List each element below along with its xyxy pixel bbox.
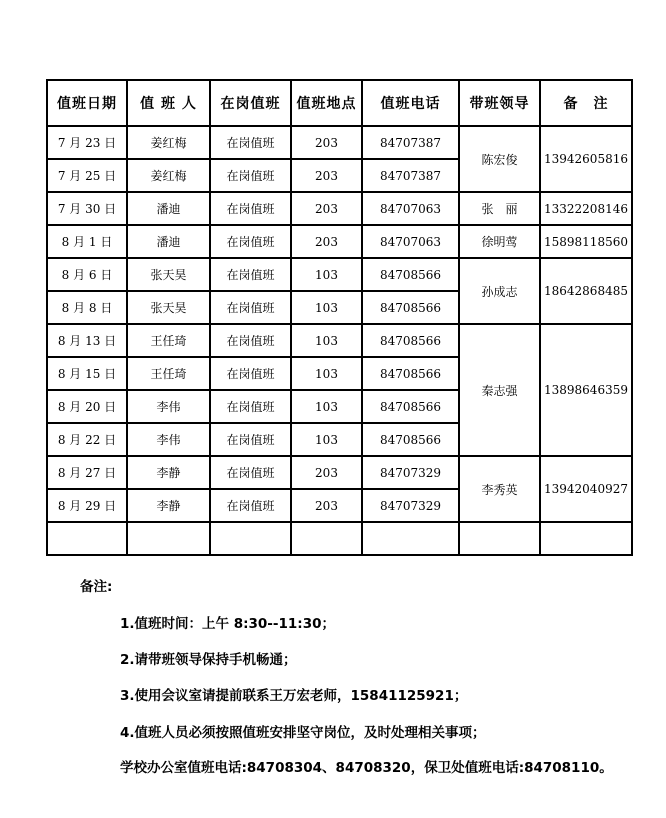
leader-phone-cell: 13942605816 [540,126,632,192]
blank-cell [47,522,127,555]
date-cell: 8 月 27 日 [47,456,127,489]
status-cell: 在岗值班 [210,159,291,192]
phone-cell: 84707063 [362,192,459,225]
date-cell: 8 月 8 日 [47,291,127,324]
table-row [47,324,632,357]
date-cell: 7 月 25 日 [47,159,127,192]
phone-cell: 84708566 [362,357,459,390]
location-cell: 103 [291,423,362,456]
header-remark: 备 注 [540,80,632,126]
date-cell: 8 月 13 日 [47,324,127,357]
leader-cell: 张 丽 [459,192,540,225]
person-cell: 李伟 [127,423,210,456]
leader-phone-cell: 13322208146 [540,192,632,225]
phone-cell: 84707387 [362,159,459,192]
date-cell: 8 月 22 日 [47,423,127,456]
table-row [47,225,632,258]
blank-cell [291,522,362,555]
note-item: 3.使用会议室请提前联系王万宏老师，15841125921； [120,688,468,704]
blank-cell [362,522,459,555]
note-item: 1.值班时间：上午 8:30--11:30； [120,616,335,632]
status-cell: 在岗值班 [210,126,291,159]
status-cell: 在岗值班 [210,192,291,225]
table-body [47,126,632,555]
status-cell: 在岗值班 [210,225,291,258]
leader-phone-cell: 15898118560 [540,225,632,258]
leader-phone-cell: 13898646359 [540,324,632,456]
location-cell: 203 [291,192,362,225]
location-cell: 103 [291,258,362,291]
phone-cell: 84708566 [362,390,459,423]
blank-cell [540,522,632,555]
header-phone: 值班电话 [362,80,459,126]
date-cell: 8 月 6 日 [47,258,127,291]
header-status: 在岗值班 [210,80,291,126]
date-cell: 7 月 23 日 [47,126,127,159]
location-cell: 103 [291,390,362,423]
leader-phone-cell: 13942040927 [540,456,632,522]
table-header-row [47,80,632,126]
date-cell: 8 月 20 日 [47,390,127,423]
blank-cell [459,522,540,555]
table-row [47,126,632,159]
location-cell: 203 [291,456,362,489]
phone-cell: 84708566 [362,291,459,324]
header-person: 值 班 人 [127,80,210,126]
location-cell: 203 [291,489,362,522]
date-cell: 8 月 15 日 [47,357,127,390]
status-cell: 在岗值班 [210,291,291,324]
phone-cell: 84707387 [362,126,459,159]
location-cell: 103 [291,291,362,324]
location-cell: 203 [291,225,362,258]
location-cell: 203 [291,126,362,159]
person-cell: 王任琦 [127,357,210,390]
location-cell: 203 [291,159,362,192]
date-cell: 7 月 30 日 [47,192,127,225]
location-cell: 103 [291,324,362,357]
status-cell: 在岗值班 [210,423,291,456]
person-cell: 李伟 [127,390,210,423]
leader-cell: 秦志强 [459,324,540,456]
status-cell: 在岗值班 [210,258,291,291]
person-cell: 潘迪 [127,225,210,258]
person-cell: 张天昊 [127,291,210,324]
notes-heading: 备注: [80,579,113,595]
phone-cell: 84707329 [362,489,459,522]
person-cell: 姜红梅 [127,126,210,159]
person-cell: 潘迪 [127,192,210,225]
date-cell: 8 月 29 日 [47,489,127,522]
blank-row [47,522,632,555]
table-row [47,192,632,225]
duty-schedule-table [46,79,633,556]
person-cell: 王任琦 [127,324,210,357]
leader-cell: 孙成志 [459,258,540,324]
header-location: 值班地点 [291,80,362,126]
phone-cell: 84707329 [362,456,459,489]
person-cell: 姜红梅 [127,159,210,192]
phone-cell: 84707063 [362,225,459,258]
note-item: 4.值班人员必须按照值班安排坚守岗位，及时处理相关事项； [120,725,486,741]
person-cell: 李静 [127,456,210,489]
note-item: 学校办公室值班电话:84708304、84708320，保卫处值班电话:84708110。 [120,760,613,776]
blank-cell [210,522,291,555]
status-cell: 在岗值班 [210,456,291,489]
table-row [47,456,632,489]
person-cell: 张天昊 [127,258,210,291]
person-cell: 李静 [127,489,210,522]
status-cell: 在岗值班 [210,324,291,357]
note-item: 2.请带班领导保持手机畅通； [120,652,297,668]
header-date: 值班日期 [47,80,127,126]
header-leader: 带班领导 [459,80,540,126]
leader-phone-cell: 18642868485 [540,258,632,324]
leader-cell: 李秀英 [459,456,540,522]
status-cell: 在岗值班 [210,390,291,423]
phone-cell: 84708566 [362,258,459,291]
leader-cell: 徐明莺 [459,225,540,258]
phone-cell: 84708566 [362,423,459,456]
leader-cell: 陈宏俊 [459,126,540,192]
table-row [47,258,632,291]
location-cell: 103 [291,357,362,390]
status-cell: 在岗值班 [210,357,291,390]
status-cell: 在岗值班 [210,489,291,522]
blank-cell [127,522,210,555]
phone-cell: 84708566 [362,324,459,357]
date-cell: 8 月 1 日 [47,225,127,258]
